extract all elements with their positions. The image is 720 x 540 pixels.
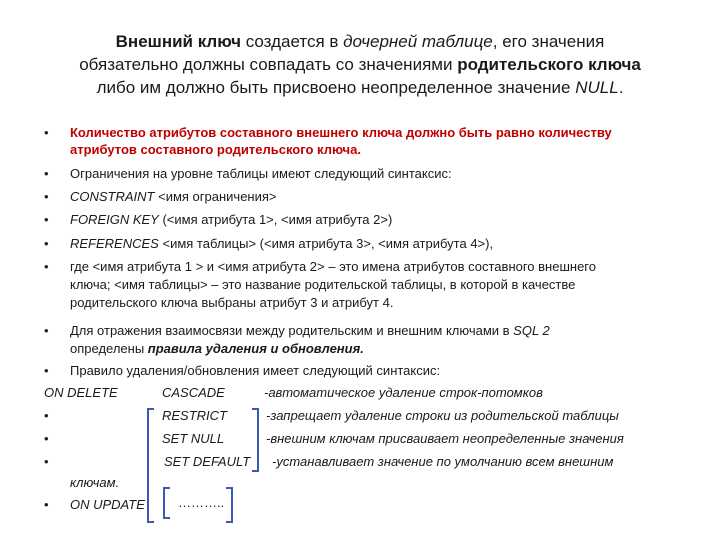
bullet: •	[44, 125, 49, 140]
bullet-6-line-2: ключа; <имя таблицы> – это название родительской таблицы, в которой в качестве	[70, 277, 576, 292]
keyword-foreign-key: FOREIGN KEY	[70, 212, 159, 227]
bullet-8-text: Правило удаления/обновления имеет следующий синтаксис:	[70, 363, 441, 378]
bullet-1-line-2: атрибутов составного родительского ключа.	[70, 142, 361, 157]
bullet-3-text	[70, 188, 277, 205]
option-cascade: CASCADE	[162, 385, 225, 400]
left-bracket-small	[163, 487, 170, 519]
bullet-7-line-2	[70, 340, 364, 357]
title-line-3	[40, 76, 680, 99]
option-restrict: RESTRICT	[162, 408, 227, 423]
title-term-null: NULL	[575, 78, 619, 97]
syntax-text: <имя ограничения>	[154, 189, 277, 204]
title-text: .	[618, 78, 624, 97]
slide-title	[40, 30, 680, 99]
right-bracket-small	[226, 487, 233, 523]
keyword-on-update: ON UPDATE	[70, 497, 145, 512]
bullet: •	[44, 323, 49, 338]
bullet: •	[44, 363, 49, 378]
bullet: •	[44, 497, 49, 512]
bullet-7-line-1	[70, 322, 550, 339]
option-cascade-desc: -автоматическое удаление строк-потомков	[264, 385, 543, 400]
title-text: обязательно должны совпадать со значениями	[79, 55, 458, 74]
option-set-default-desc: -устанавливает значение по умолчанию всем внешним	[272, 454, 614, 469]
term-rules: правила удаления и обновления.	[147, 341, 364, 356]
bullet: •	[44, 212, 49, 227]
keyword-constraint: CONSTRAINT	[70, 189, 155, 204]
syntax-text: <имя таблицы> (<имя атрибута 3>, <имя атрибута 4>),	[158, 236, 494, 251]
body-text: Для отражения взаимосвязи между родительским и внешним ключами в	[70, 323, 514, 338]
option-set-default-desc-cont: ключам.	[70, 475, 120, 490]
bullet: •	[44, 408, 49, 423]
option-restrict-desc: -запрещает удаление строки из родительской таблицы	[266, 408, 619, 423]
title-line-1	[40, 30, 680, 53]
bullet: •	[44, 431, 49, 446]
bullet-4-text	[70, 211, 392, 228]
option-set-default: SET DEFAULT	[164, 454, 251, 469]
title-line-2	[40, 53, 680, 76]
term-sql2: SQL 2	[513, 323, 550, 338]
syntax-text: (<имя атрибута 1>, <имя атрибута 2>)	[158, 212, 393, 227]
body-text: определены	[70, 341, 148, 356]
bullet: •	[44, 454, 49, 469]
title-term-child-table: дочерней таблице	[343, 32, 493, 51]
keyword-references: REFERENCES	[70, 236, 159, 251]
bullet: •	[44, 259, 49, 274]
bullet-2-text: Ограничения на уровне таблицы имеют следующий синтаксис:	[70, 166, 452, 181]
bullet-1-line-1: Количество атрибутов составного внешнего ключа должно быть равно количеству	[70, 125, 612, 140]
option-set-null: SET NULL	[162, 431, 225, 446]
left-bracket	[147, 408, 154, 523]
bullet: •	[44, 189, 49, 204]
keyword-on-delete: ON DELETE	[44, 385, 118, 400]
bullet: •	[44, 166, 49, 181]
title-term-parent-key: родительского ключа	[457, 55, 641, 74]
title-text: , его значения	[492, 32, 605, 51]
bullet-5-text	[70, 235, 493, 252]
title-text: создается в	[240, 32, 344, 51]
bullet-6-line-1: где <имя атрибута 1 > и <имя атрибута 2> – это имена атрибутов составного внешнего	[70, 259, 596, 274]
option-set-null-desc: -внешним ключам присваивает неопределенные значения	[266, 431, 624, 446]
title-term-foreign-key: Внешний ключ	[115, 32, 241, 51]
right-bracket-upper	[252, 408, 259, 472]
ellipsis: ………..	[178, 495, 225, 510]
bullet: •	[44, 236, 49, 251]
bullet-6-line-3: родительского ключа выбраны атрибут 3 и атрибут 4.	[70, 295, 394, 310]
title-text: либо им должно быть присвоено неопределенное значение	[96, 78, 576, 97]
